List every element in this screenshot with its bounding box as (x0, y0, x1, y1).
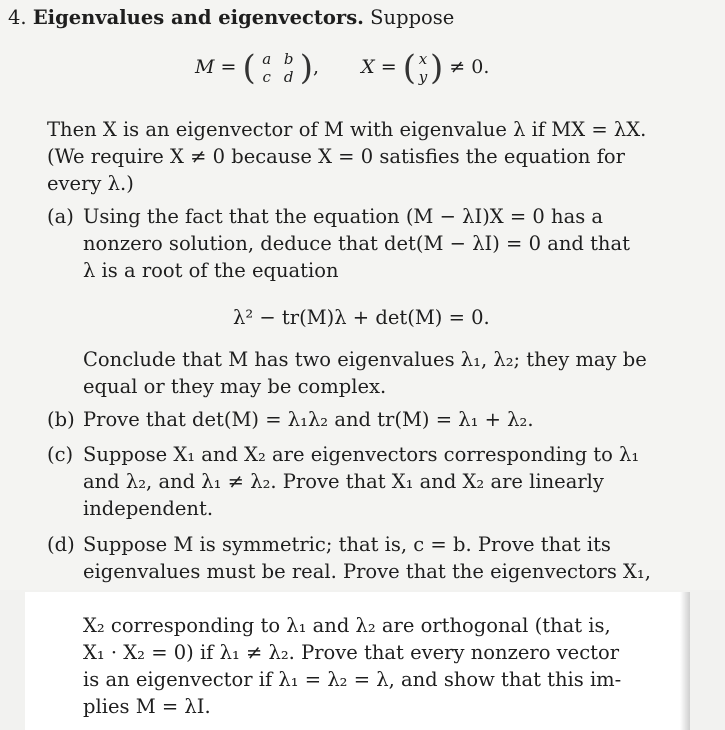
part-a-label: (a) (47, 205, 74, 228)
body-line: every λ.) (47, 172, 134, 195)
part-d-line: plies M = λI. (83, 695, 211, 718)
body-line: Then X is an eigenvector of M with eigenvalue λ if MX = λX. (47, 118, 647, 141)
part-a-conclusion: Conclude that M has two eigenvalues λ₁, λ₂; they may be (83, 348, 647, 371)
problem-title: Eigenvalues and eigenvectors. (32, 6, 364, 29)
part-b-line: Prove that det(M) = λ₁λ₂ and tr(M) = λ₁ + λ₂. (83, 408, 534, 431)
m-label: M = (195, 56, 237, 78)
neq-zero: ≠ 0. (449, 56, 490, 78)
part-d-line: eigenvalues must be real. Prove that the eigenvectors X₁, (83, 560, 651, 583)
body-line: (We require X ≠ 0 because X = 0 satisfies the equation for (47, 145, 625, 168)
page-edge-shadow (680, 592, 690, 730)
problem-number: 4. (8, 6, 27, 29)
part-d-line: X₂ corresponding to λ₁ and λ₂ are orthogonal (that is, (83, 614, 611, 637)
matrix-m: a b c d (262, 50, 294, 86)
problem-intro: Suppose (370, 6, 455, 29)
x-label: X = (361, 56, 397, 78)
part-c-line: independent. (83, 497, 214, 520)
part-a-line: Using the fact that the equation (M − λI)X = 0 has a (83, 205, 604, 228)
part-d-label: (d) (47, 533, 75, 556)
part-b-label: (b) (47, 408, 75, 431)
part-a-conclusion: equal or they may be complex. (83, 375, 387, 398)
part-d-line: Suppose M is symmetric; that is, c = b. Prove that its (83, 533, 611, 556)
part-a-line: λ is a root of the equation (83, 259, 339, 282)
problem-heading (8, 6, 454, 29)
part-c-label: (c) (47, 443, 74, 466)
part-c-line: and λ₂, and λ₁ ≠ λ₂. Prove that X₁ and X₂ are linearly (83, 470, 604, 493)
definition-equation: M = ( a b c d ), X = ( x y) ≠ 0. (195, 48, 490, 88)
part-a-line: nonzero solution, deduce that det(M − λI) = 0 and that (83, 232, 630, 255)
vector-x: x y (418, 50, 428, 86)
part-c-line: Suppose X₁ and X₂ are eigenvectors corresponding to λ₁ (83, 443, 640, 466)
part-d-line: X₁ · X₂ = 0) if λ₁ ≠ λ₂. Prove that every nonzero vector (83, 641, 620, 664)
characteristic-equation: λ² − tr(M)λ + det(M) = 0. (233, 306, 490, 329)
part-d-line: is an eigenvector if λ₁ = λ₂ = λ, and show that this im- (83, 668, 622, 691)
